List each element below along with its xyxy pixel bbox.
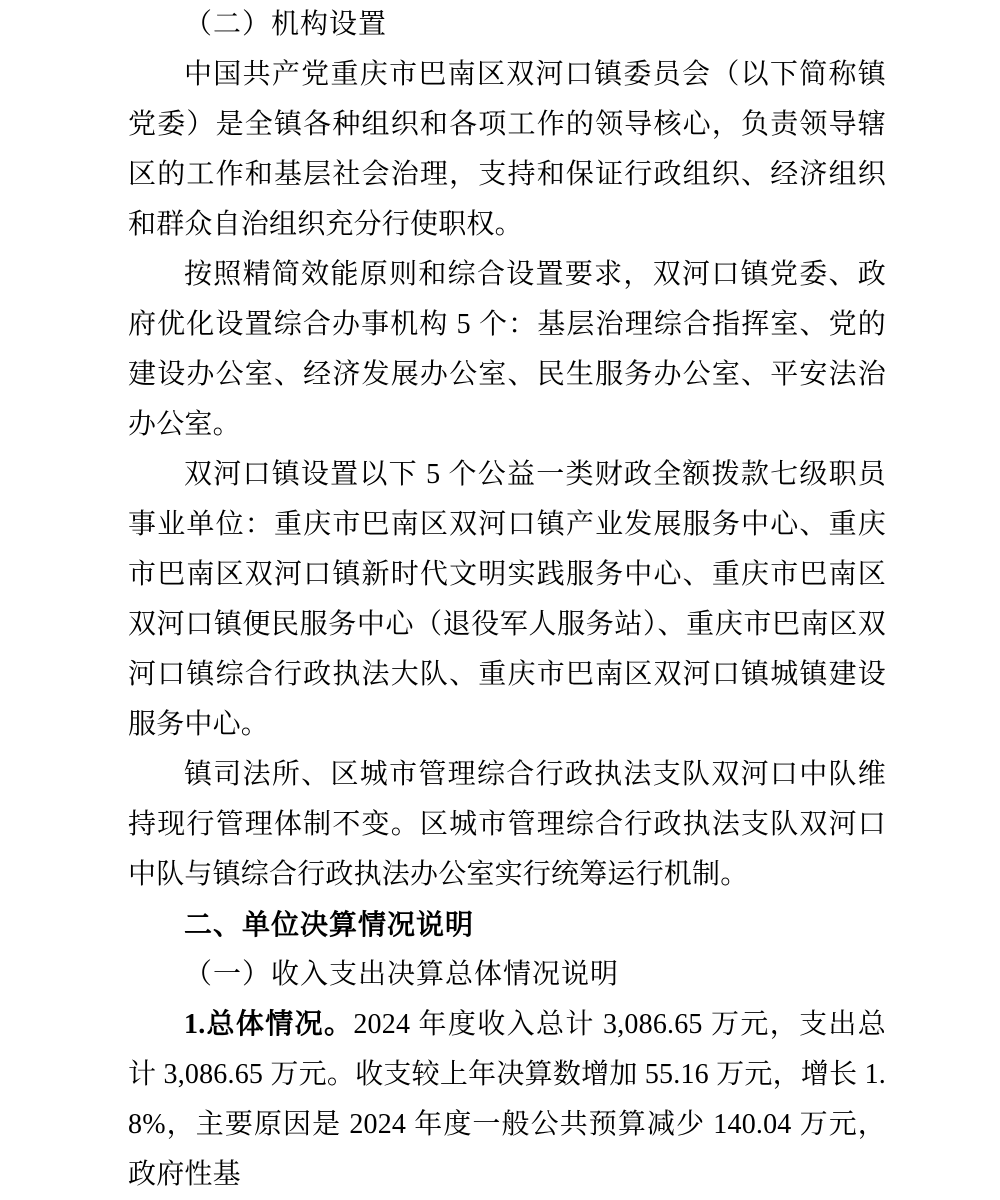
paragraph-overall-situation <box>128 1000 886 1200</box>
paragraph-justice-office-mechanism: 镇司法所、区城市管理综合行政执法支队双河口中队维持现行管理体制不变。区城市管理综合行政执法支队双河口中队与镇综合行政执法办公室实行统筹运行机制。 <box>128 759 886 890</box>
heading-organization-setup: （二）机构设置 <box>184 9 388 40</box>
paragraph-public-institutions: 双河口镇设置以下 5 个公益一类财政全额拨款七级职员事业单位：重庆市巴南区双河口镇产业发展服务中心、重庆市巴南区双河口镇新时代文明实践服务中心、重庆市巴南区双河口镇便民服务中心（退役军人服务站）、重庆市巴南区双河口镇综合行政执法大队、重庆市巴南区双河口镇城镇建设服务中心。 <box>128 459 886 740</box>
paragraph-party-committee-role: 中国共产党重庆市巴南区双河口镇委员会（以下简称镇党委）是全镇各种组织和各项工作的领导核心，负责领导辖区的工作和基层社会治理，支持和保证行政组织、经济组织和群众自治组织充分行使职权。 <box>128 59 886 240</box>
paragraph-admin-offices: 按照精简效能原则和综合设置要求，双河口镇党委、政府优化设置综合办事机构 5 个：基层治理综合指挥室、党的建设办公室、经济发展办公室、民生服务办公室、平安法治办公室。 <box>128 259 886 440</box>
paragraph-overall-situation-lead: 1.总体情况。 <box>184 1009 354 1040</box>
paragraph-overall-situation-text: 2024 年度收入总计 3,086.65 万元，支出总计 3,086.65 万元。收支较上年决算数增加 55.16 万元，增长 1.8%，主要原因是 2024 年度一般公共预算减少 140.04 万元，政府性基 <box>128 1009 886 1190</box>
heading-revenue-expenditure-overview: （一）收入支出决算总体情况说明 <box>184 959 620 990</box>
heading-final-accounts-explanation: 二、单位决算情况说明 <box>184 909 475 940</box>
